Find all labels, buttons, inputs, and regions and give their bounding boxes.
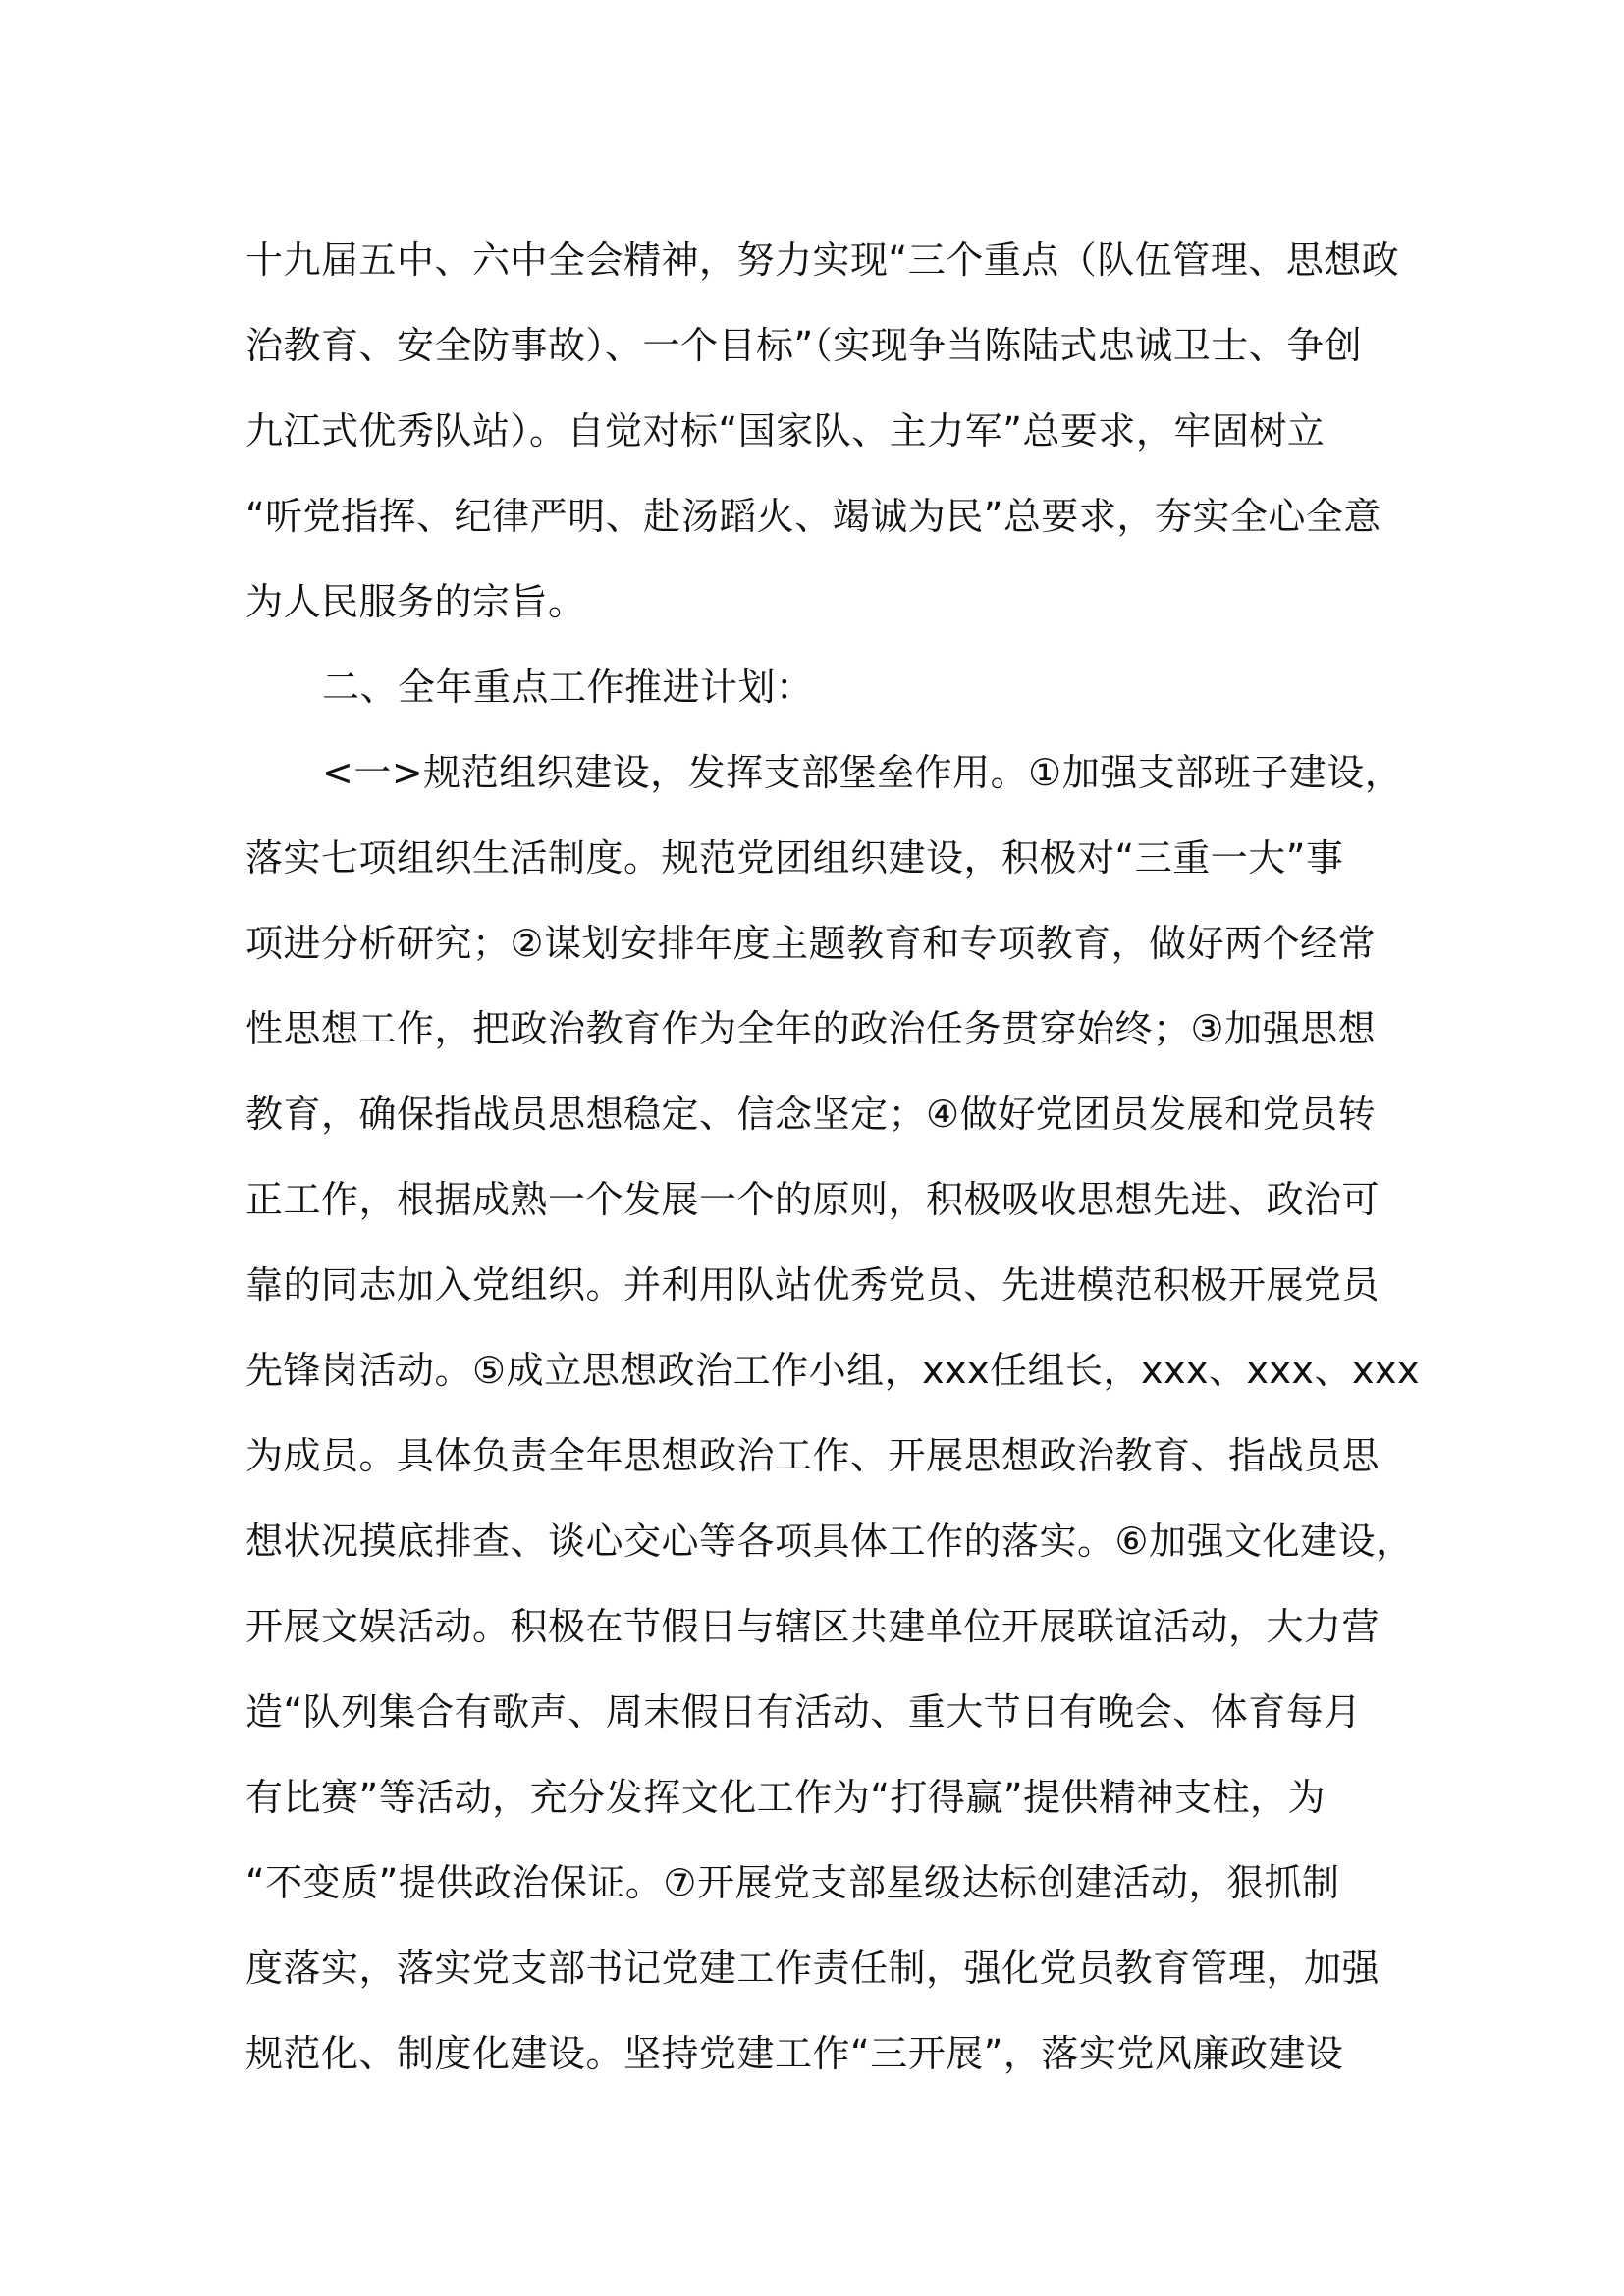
text-line: 度落实，落实党支部书记党建工作责任制，强化党员教育管理，加强 [245,1947,1380,1990]
text-line: “听党指挥、纪律严明、赴汤蹈火、竭诚为民”总要求，夯实全心全意 [245,495,1381,538]
text-line: 想状况摸底排查、谈心交心等各项具体工作的落实。⑥加强文化建设， [245,1520,1414,1563]
text-line: 落实七项组织生活制度。规范党团组织建设，积极对“三重一大”事 [245,836,1344,880]
text-line: 治教育、安全防事故）、一个目标”（实现争当陈陆式忠诚卫士、争创 [245,324,1363,367]
text-line: “不变质”提供政治保证。⑦开展党支部星级达标创建活动，狠抓制 [245,1861,1340,1904]
text-line: 为成员。具体负责全年思想政治工作、开展思想政治教育、指战员思 [245,1434,1380,1477]
paragraph-start-line: <一>规范组织建设，发挥支部堡垒作用。①加强支部班子建设， [322,751,1403,794]
text-line: 造“队列集合有歌声、周末假日有活动、重大节日有晚会、体育每月 [245,1690,1362,1734]
text-line: 开展文娱活动。积极在节假日与辖区共建单位开展联谊活动，大力营 [245,1605,1380,1648]
text-line: 先锋岗活动。⑤成立思想政治工作小组，xxx任组长，xxx、xxx、xxx [245,1349,1420,1392]
text-line: 性思想工作，把政治教育作为全年的政治任务贯穿始终；③加强思想 [245,1007,1377,1050]
section-heading: 二、全年重点工作推进计划： [322,666,814,709]
text-line: 有比赛”等活动，充分发挥文化工作为“打得赢”提供精神支柱，为 [245,1776,1326,1819]
text-line: 十九届五中、六中全会精神，努力实现“三个重点（队伍管理、思想政 [245,239,1400,282]
text-line: 教育，确保指战员思想稳定、信念坚定；④做好党团员发展和党员转 [245,1093,1377,1136]
text-line: 项进分析研究；②谋划安排年度主题教育和专项教育，做好两个经常 [245,922,1377,965]
text-line: 正工作，根据成熟一个发展一个的原则，积极吸收思想先进、政治可 [245,1178,1380,1221]
body-text [245,218,1420,2097]
text-line: 为人民服务的宗旨。 [245,580,586,623]
text-line: 九江式优秀队站）。自觉对标“国家队、主力军”总要求，牢固树立 [245,409,1326,453]
text-line: 靠的同志加入党组织。并利用队站优秀党员、先进模范积极开展党员 [245,1263,1380,1307]
text-line: 规范化、制度化建设。坚持党建工作“三开展”，落实党风廉政建设 [245,2032,1344,2075]
